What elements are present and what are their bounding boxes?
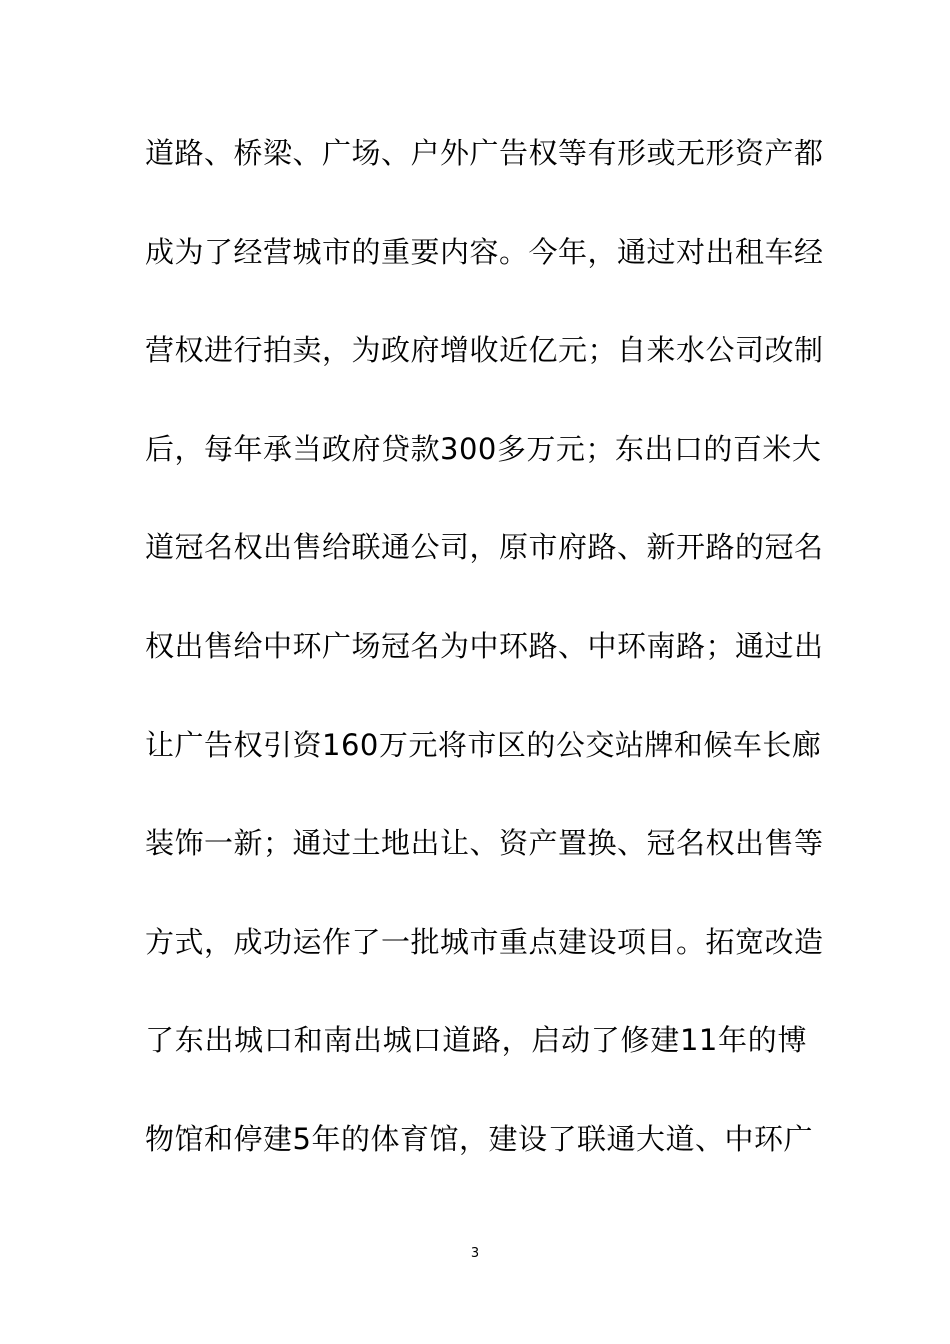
text-line: 装饰一新；通过土地出让、资产置换、冠名权出售等 bbox=[145, 826, 824, 861]
text-line: 了东出城口和南出城口道路，启动了修建11年的博 bbox=[145, 1023, 807, 1058]
text-line: 让广告权引资160万元将市区的公交站牌和候车长廊 bbox=[145, 727, 822, 762]
text-line: 营权进行拍卖，为政府增收近亿元；自来水公司改制 bbox=[145, 333, 824, 368]
text-line: 权出售给中环广场冠名为中环路、中环南路；通过出 bbox=[145, 628, 824, 663]
body-text bbox=[145, 128, 824, 1213]
text-line: 物馆和停建5年的体育馆，建设了联通大道、中环广 bbox=[145, 1121, 813, 1156]
text-line: 后，每年承当政府贷款300多万元；东出口的百米大 bbox=[145, 431, 822, 466]
text-line: 成为了经营城市的重要内容。今年，通过对出租车经 bbox=[145, 234, 824, 269]
page-number: 3 bbox=[470, 1246, 480, 1261]
text-line: 道冠名权出售给联通公司，原市府路、新开路的冠名 bbox=[145, 530, 824, 565]
text-line: 道路、桥梁、广场、户外广告权等有形或无形资产都 bbox=[145, 136, 824, 170]
text-line: 方式，成功运作了一批城市重点建设项目。拓宽改造 bbox=[145, 924, 824, 959]
